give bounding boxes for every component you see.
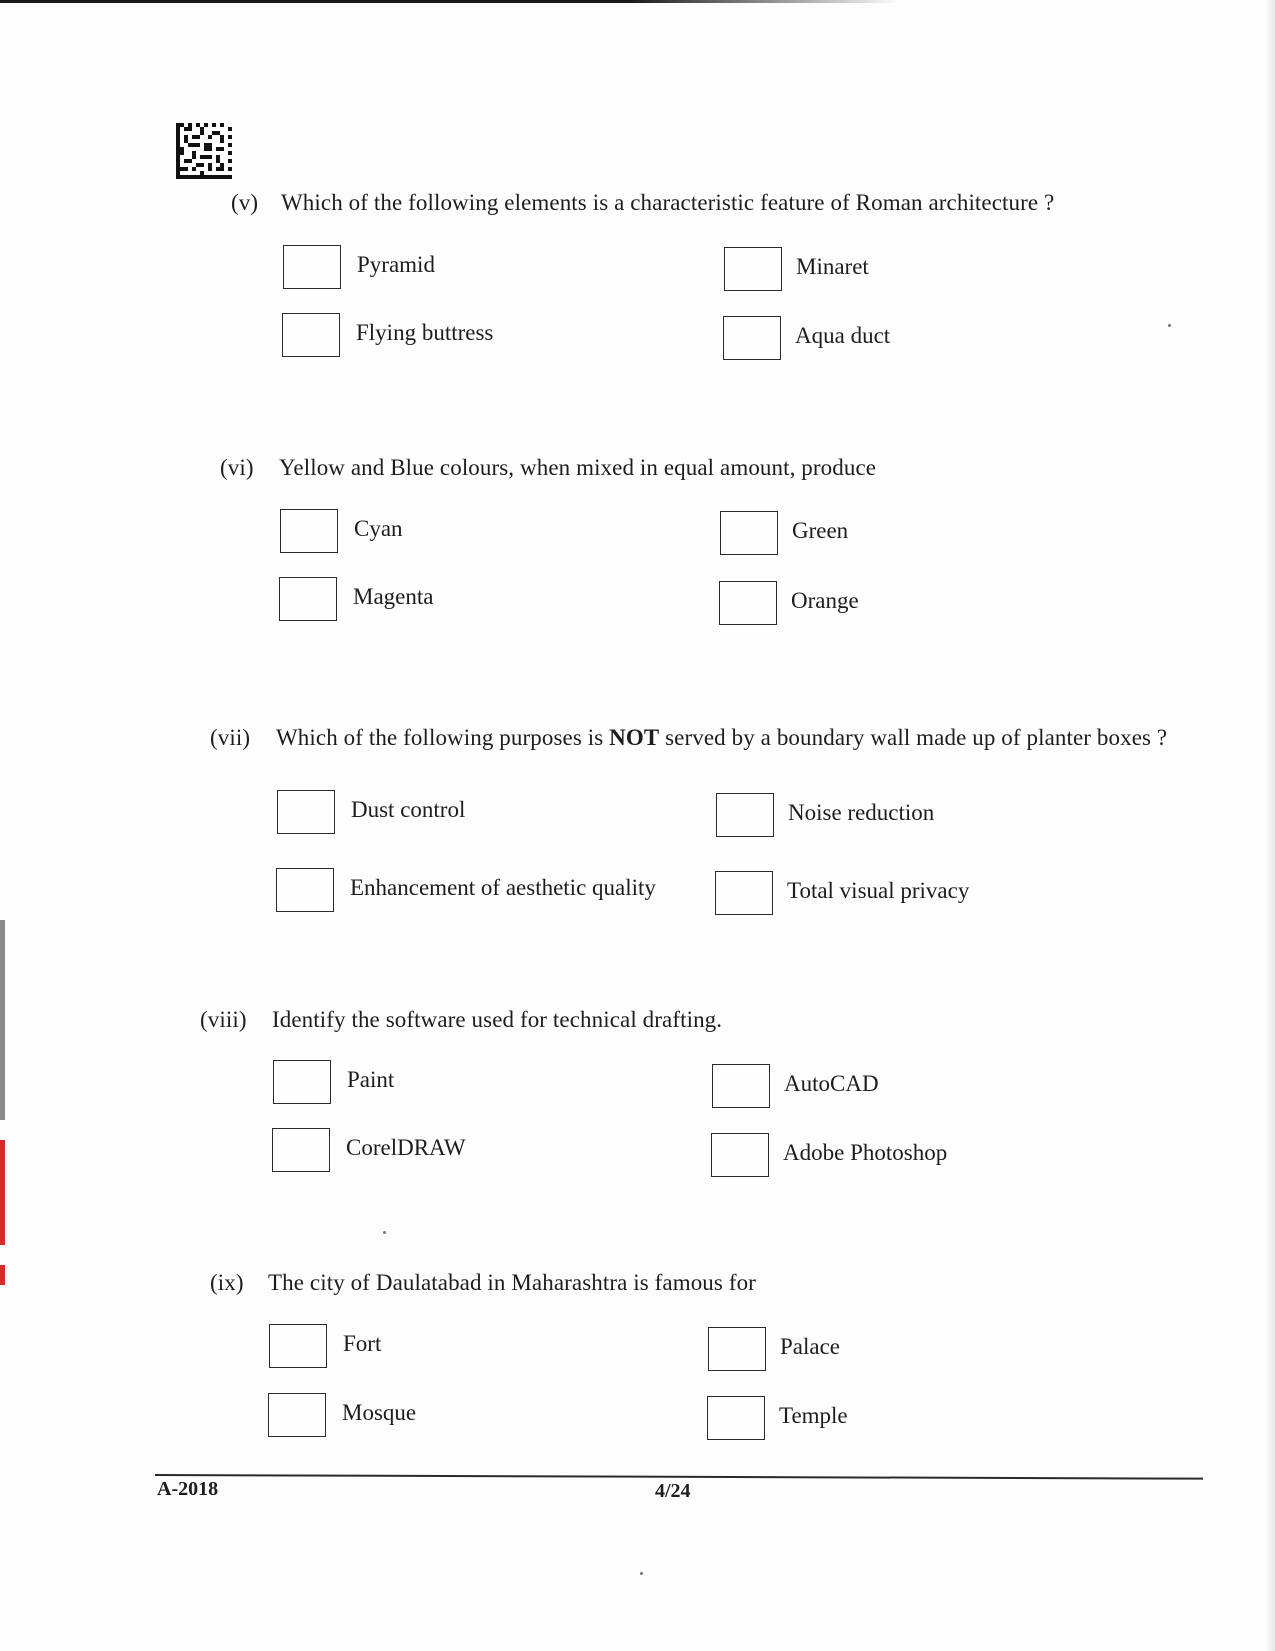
question-number: (viii) bbox=[200, 1007, 247, 1032]
answer-checkbox[interactable] bbox=[715, 871, 773, 915]
scan-speck bbox=[1168, 324, 1171, 327]
scan-speck bbox=[383, 1231, 386, 1234]
page-number: 4/24 bbox=[655, 1480, 691, 1502]
option-label: Magenta bbox=[353, 584, 434, 609]
question-number: (v) bbox=[231, 190, 259, 215]
option-label: Mosque bbox=[342, 1400, 417, 1425]
answer-checkbox[interactable] bbox=[708, 1327, 766, 1371]
answer-checkbox[interactable] bbox=[272, 1128, 330, 1172]
option-label: Adobe Photoshop bbox=[783, 1140, 948, 1165]
option-label: AutoCAD bbox=[784, 1071, 879, 1096]
option-label: Enhancement of aesthetic quality bbox=[350, 875, 656, 900]
answer-checkbox[interactable] bbox=[277, 790, 335, 834]
option-label: Orange bbox=[791, 588, 859, 613]
question-text: The city of Daulatabad in Maharashtra is famous for bbox=[268, 1270, 756, 1295]
answer-checkbox[interactable] bbox=[268, 1393, 326, 1437]
question-text-end: served by a boundary wall made up of planter boxes ? bbox=[659, 725, 1168, 750]
scan-speck bbox=[640, 1572, 643, 1575]
question-number: (ix) bbox=[210, 1270, 244, 1295]
option-label: Total visual privacy bbox=[787, 878, 970, 903]
option-label: Aqua duct bbox=[795, 323, 891, 348]
answer-checkbox[interactable] bbox=[283, 245, 341, 289]
option-label: Cyan bbox=[354, 516, 403, 541]
question-text: Yellow and Blue colours, when mixed in equal amount, produce bbox=[279, 455, 877, 480]
scan-left-mark bbox=[0, 920, 5, 1120]
answer-checkbox[interactable] bbox=[282, 313, 340, 357]
option-label: Temple bbox=[779, 1403, 848, 1428]
option-label: Noise reduction bbox=[788, 800, 935, 825]
answer-checkbox[interactable] bbox=[719, 581, 777, 625]
option-label: Fort bbox=[343, 1331, 382, 1356]
question-text: Which of the following elements is a characteristic feature of Roman architecture ? bbox=[281, 190, 1055, 215]
option-label: Green bbox=[792, 518, 849, 543]
answer-checkbox[interactable] bbox=[712, 1064, 770, 1108]
scan-left-red-mark bbox=[0, 1140, 5, 1245]
answer-checkbox[interactable] bbox=[707, 1396, 765, 1440]
option-label: Pyramid bbox=[357, 252, 435, 277]
scan-right-shadow bbox=[1265, 0, 1275, 1651]
answer-checkbox[interactable] bbox=[720, 511, 778, 555]
option-label: CorelDRAW bbox=[346, 1135, 466, 1160]
question-text-start: Which of the following purposes is bbox=[276, 725, 610, 750]
answer-checkbox[interactable] bbox=[279, 577, 337, 621]
answer-checkbox[interactable] bbox=[280, 509, 338, 553]
answer-checkbox[interactable] bbox=[711, 1133, 769, 1177]
question-number: (vi) bbox=[220, 455, 254, 480]
answer-checkbox[interactable] bbox=[273, 1060, 331, 1104]
answer-checkbox[interactable] bbox=[716, 793, 774, 837]
option-label: Dust control bbox=[351, 797, 466, 822]
datamatrix-code-icon bbox=[175, 123, 233, 179]
footer-rule bbox=[155, 1474, 1203, 1480]
question-number: (vii) bbox=[210, 725, 251, 750]
paper-code: A-2018 bbox=[157, 1478, 219, 1500]
answer-checkbox[interactable] bbox=[724, 247, 782, 291]
option-label: Paint bbox=[347, 1067, 395, 1092]
answer-checkbox[interactable] bbox=[269, 1324, 327, 1368]
question-text: Identify the software used for technical drafting. bbox=[272, 1007, 723, 1032]
scan-top-edge bbox=[0, 0, 900, 3]
answer-checkbox[interactable] bbox=[723, 316, 781, 360]
option-label: Flying buttress bbox=[356, 320, 494, 345]
option-label: Minaret bbox=[796, 254, 869, 279]
scan-left-red-mark-small bbox=[0, 1265, 5, 1285]
option-label: Palace bbox=[780, 1334, 841, 1359]
answer-checkbox[interactable] bbox=[276, 868, 334, 912]
question-text-emphasis: NOT bbox=[609, 725, 660, 750]
question-text bbox=[276, 725, 1167, 751]
